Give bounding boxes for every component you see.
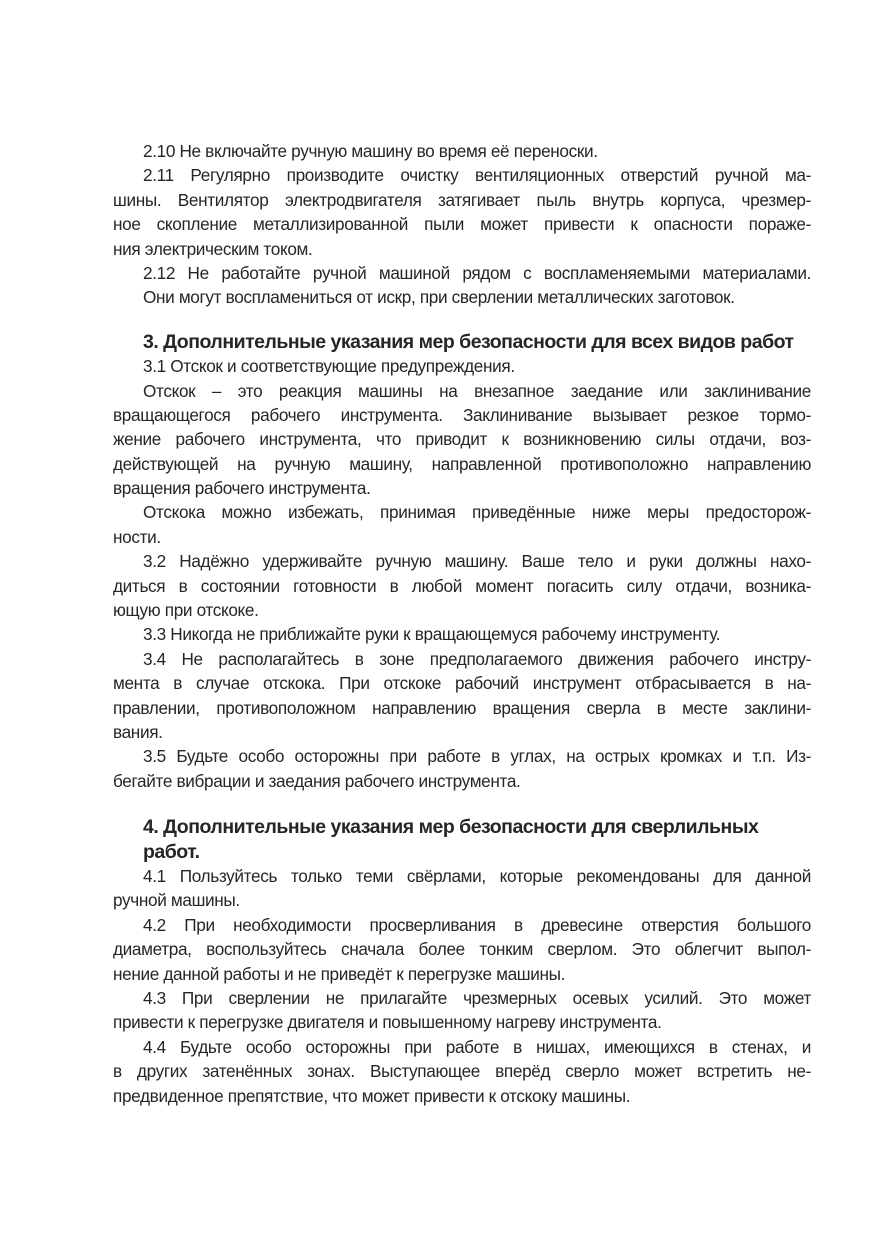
document-page: [113, 139, 811, 1108]
section-4: [113, 815, 811, 1108]
text-line: диаметра, воспользуйтесь сначала более тонким сверлом. Это облегчит выпол-: [113, 939, 811, 960]
text-line: 4.1 Пользуйтесь только теми свёрлами, которые рекомендованы для данной: [143, 865, 811, 886]
text-line: предвиденное препятствие, что может привести к отскоку машины.: [113, 1085, 631, 1106]
paragraph-2-10: [113, 139, 811, 163]
text-line: 3.1 Отскок и соответствующие предупреждения.: [143, 356, 515, 377]
text-line: нение данной работы и не приведёт к перегрузке машины.: [113, 963, 566, 984]
text-line: бегайте вибрации и заедания рабочего инструмента.: [113, 770, 521, 791]
paragraph-3-3: [113, 622, 811, 646]
text-line: 3.3 Никогда не приближайте руки к вращающемуся рабочему инструменту.: [143, 624, 721, 645]
paragraph-2-11: [113, 163, 811, 261]
text-line: ности.: [113, 526, 161, 547]
paragraph-2-12: [113, 261, 811, 310]
text-line: правлении, противоположном направлению вращения сверла в месте заклини-: [113, 697, 811, 718]
text-line: действующей на ручную машину, направленной противоположно направлению: [113, 453, 811, 474]
text-line: 2.10 Не включайте ручную машину во время её переноски.: [143, 141, 598, 161]
text-line: 2.12 Не работайте ручной машиной рядом с воспламеняемыми материалами.: [143, 262, 811, 283]
text-line: вращающегося рабочего инструмента. Заклинивание вызывает резкое тормо-: [113, 404, 811, 425]
text-line: в других затенённых зонах. Выступающее вперёд сверло может встретить не-: [113, 1061, 811, 1082]
heading-line: 4. Дополнительные указания мер безопасности для сверлильных: [143, 816, 759, 839]
text-line: 3.4 Не располагайтесь в зоне предполагаемого движения рабочего инстру-: [143, 648, 811, 669]
text-line: ния электрическим током.: [113, 238, 313, 259]
text-line: вания.: [113, 722, 163, 742]
text-line: привести к перегрузке двигателя и повышенному нагреву инструмента.: [113, 1012, 662, 1033]
text-line: ное скопление металлизированной пыли может привести к опасности пораже-: [113, 214, 811, 235]
text-line: ручной машины.: [113, 890, 240, 911]
paragraph-3-1: [113, 354, 811, 378]
paragraph-kickback-definition: [113, 379, 811, 501]
section-2-continuation: [113, 139, 811, 310]
paragraph-4-3: [113, 986, 811, 1035]
paragraph-kickback-avoid: [113, 500, 811, 549]
paragraph-4-4: [113, 1035, 811, 1108]
text-line: 4.2 При необходимости просверливания в древесине отверстия большого: [143, 914, 811, 935]
text-line: ющую при отскоке.: [113, 600, 259, 621]
text-line: шины. Вентилятор электродвигателя затягивает пыль внутрь корпуса, чрезмер-: [113, 189, 811, 210]
section-3-heading: 3. Дополнительные указания мер безопасности для всех видов работ: [143, 330, 794, 353]
text-line: жение рабочего инструмента, что приводит к возникновению силы отдачи, воз-: [113, 429, 811, 450]
text-line: Отскок – это реакция машины на внезапное заедание или заклинивание: [143, 380, 811, 401]
paragraph-3-2: [113, 549, 811, 622]
paragraph-4-1: [113, 864, 811, 913]
text-line: 3.2 Надёжно удерживайте ручную машину. Ваше тело и руки должны нахо-: [143, 551, 811, 572]
text-line: мента в случае отскока. При отскоке рабочий инструмент отбрасывается в на-: [113, 673, 811, 694]
paragraph-4-2: [113, 913, 811, 986]
text-line: Отскока можно избежать, принимая приведённые ниже меры предосторож-: [143, 502, 811, 523]
section-4-heading: [113, 815, 811, 864]
text-line: 4.4 Будьте особо осторожны при работе в нишах, имеющихся в стенах, и: [143, 1036, 811, 1057]
text-line: вращения рабочего инструмента.: [113, 478, 371, 499]
heading-line: работ.: [143, 840, 200, 863]
text-line: диться в состоянии готовности в любой момент погасить силу отдачи, возника-: [113, 575, 811, 596]
paragraph-3-5: [113, 744, 811, 793]
text-line: 4.3 При сверлении не прилагайте чрезмерных осевых усилий. Это может: [143, 987, 811, 1008]
text-line: 2.11 Регулярно производите очистку вентиляционных отверстий ручной ма-: [143, 165, 811, 186]
text-line: 3.5 Будьте особо осторожны при работе в углах, на острых кромках и т.п. Из-: [143, 746, 811, 767]
paragraph-3-4: [113, 647, 811, 745]
text-line: Они могут воспламениться от искр, при сверлении металлических заготовок.: [143, 287, 735, 308]
section-3: [113, 330, 811, 793]
